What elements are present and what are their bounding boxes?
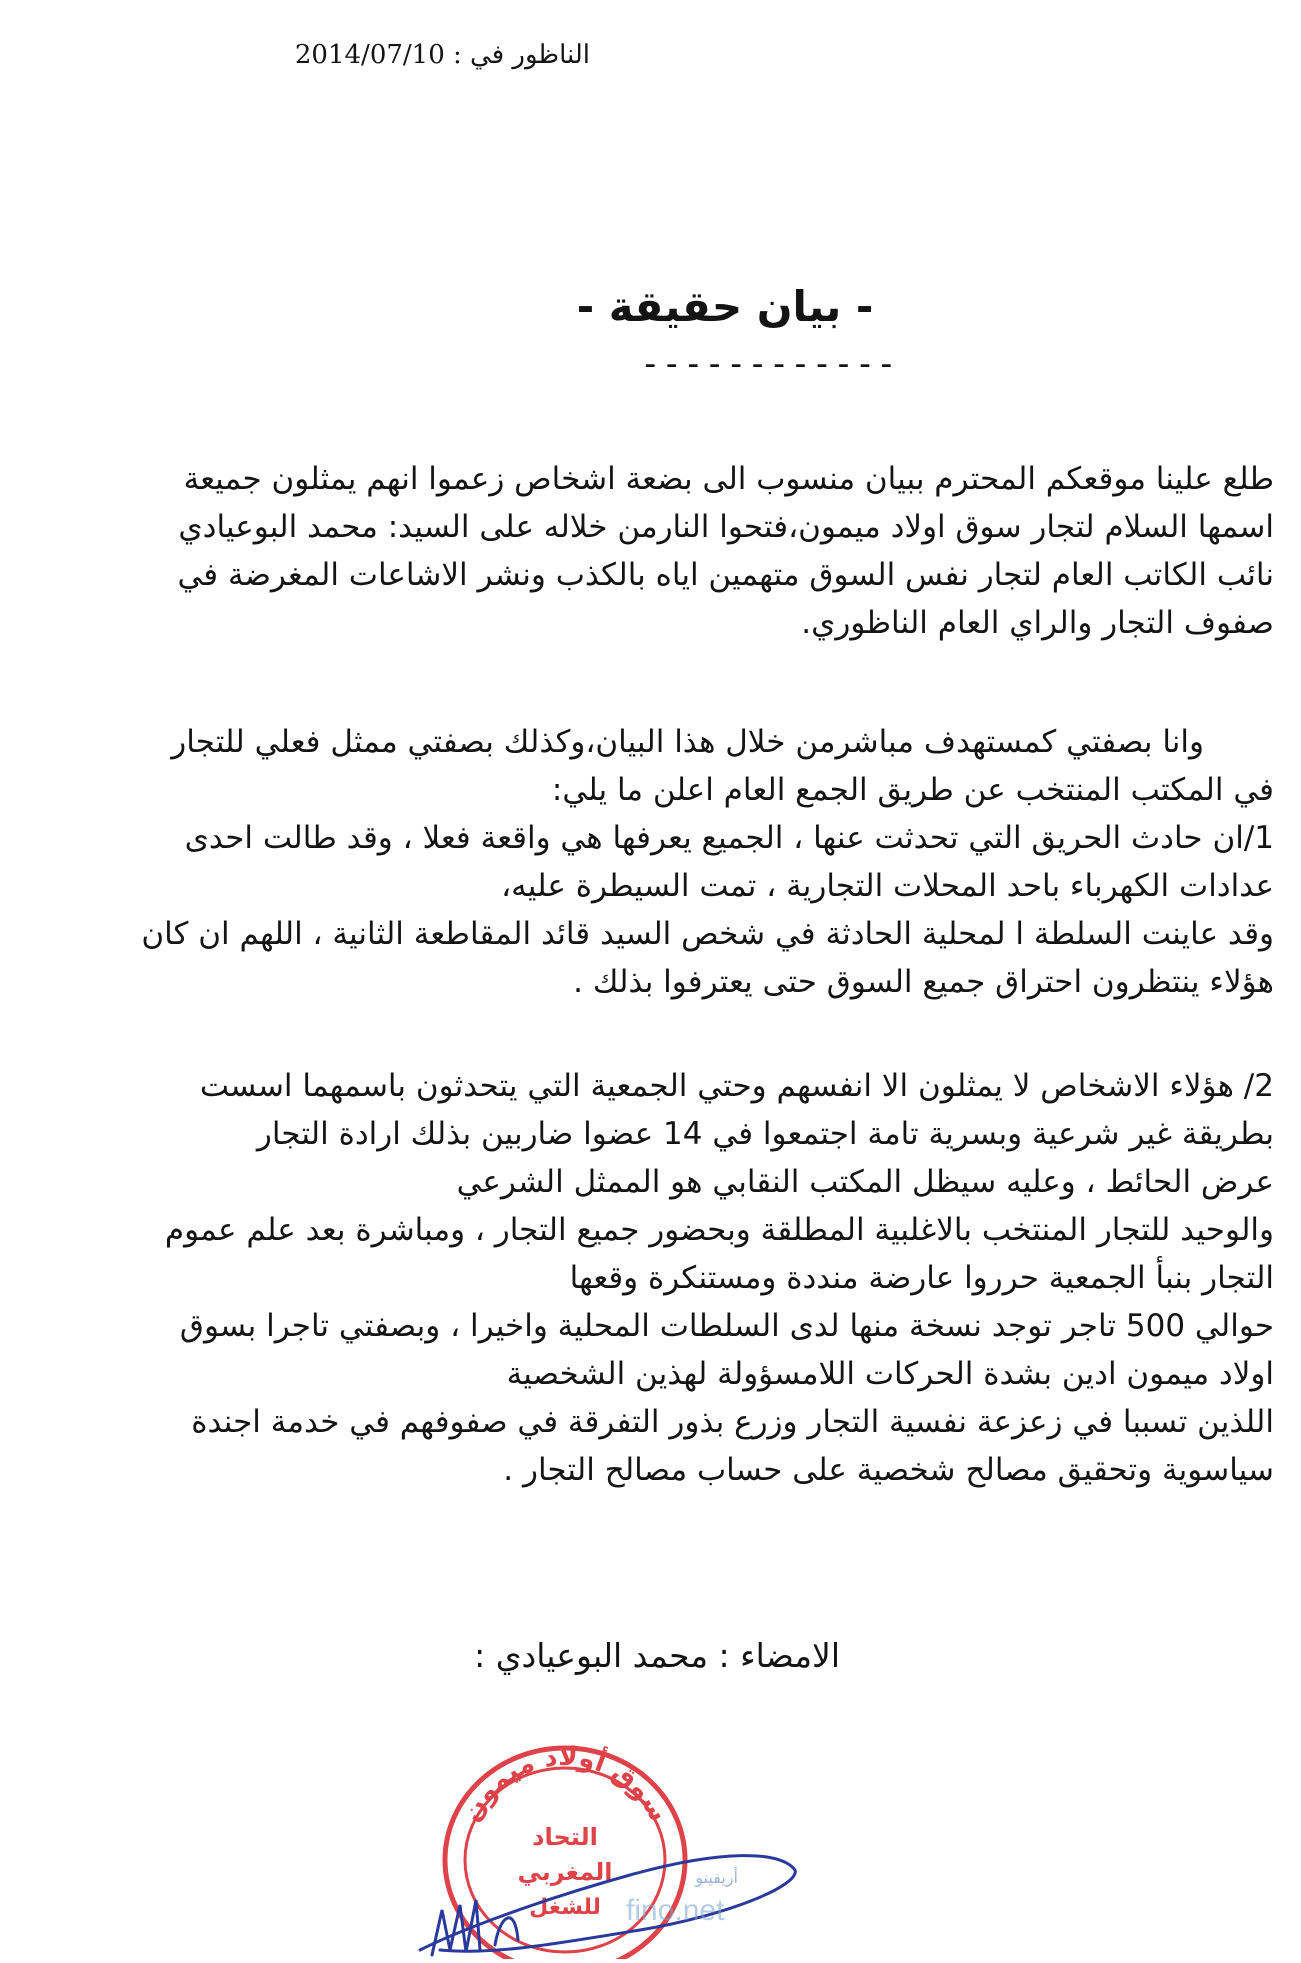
text-line: هؤلاء ينتظرون احتراق جميع السوق حتى يعترفوا بذلك . bbox=[573, 964, 1274, 1000]
text-line: وانا بصفتي كمستهدف مباشرمن خلال هذا البيان،وكذلك بصفتي ممثل فعلي للتجار bbox=[171, 724, 1204, 760]
text-line: عرض الحائط ، وعليه سيظل المكتب النقابي هو الممثل الشرعي bbox=[456, 1164, 1274, 1200]
text-line: عدادات الكهرباء باحد المحلات التجارية ، تمت السيطرة عليه، bbox=[501, 868, 1274, 904]
text-line: التجار بنبأ الجمعية حرروا عارضة منددة ومستنكرة وقعها bbox=[569, 1260, 1274, 1296]
site-watermark bbox=[612, 1868, 742, 1948]
signature-label: الامضاء : محمد البوعيادي : bbox=[474, 1636, 840, 1675]
text-line: صفوف التجار والراي العام الناظوري. bbox=[801, 605, 1274, 641]
text-line: بطريقة غير شرعية وبسرية تامة اجتمعوا في 14 عضوا ضاربين بذلك ارادة التجار bbox=[256, 1116, 1274, 1152]
text-line: وقد عاينت السلطة ا لمحلية الحادثة في شخص السيد قائد المقاطعة الثانية ، اللهم ان كان bbox=[141, 916, 1274, 952]
watermark-arabic: أريفينو bbox=[695, 1868, 738, 1887]
text-line: 1/ان حادث الحريق التي تحدثت عنها ، الجميع يعرفها هي واقعة فعلا ، وقد طالت احدى bbox=[184, 820, 1274, 856]
stamp-line-1: التحاد bbox=[532, 1823, 598, 1851]
text-line: حوالي 500 تاجر توجد نسخة منها لدى السلطات المحلية واخيرا ، وبصفتي تاجرا بسوق bbox=[179, 1308, 1274, 1344]
document-date: 2014/07/10 bbox=[294, 40, 445, 70]
text-line: طلع علينا موقعكم المحترم ببيان منسوب الى بضعة اشخاص زعموا انهم يمثلون جميعة bbox=[183, 461, 1274, 497]
text-line: والوحيد للتجار المنتخب بالاغلبية المطلقة وبحضور جميع التجار ، ومباشرة بعد علم عموم bbox=[164, 1212, 1274, 1248]
title-underline: ------------ bbox=[640, 344, 898, 384]
paragraph-intro bbox=[24, 455, 1274, 647]
stamp-ring-text: سوق أولاد ميمون bbox=[456, 1741, 674, 1827]
paragraph-point-2 bbox=[24, 1062, 1274, 1494]
text-line: نائب الكاتب العام لتجار نفس السوق متهمين اياه بالكذب ونشر الاشاعات المغرضة في bbox=[177, 557, 1274, 593]
text-line: اولاد ميمون ادين بشدة الحركات اللامسؤولة لهذين الشخصية bbox=[506, 1356, 1274, 1392]
text-line: 2/ هؤلاء الاشخاص لا يمثلون الا انفسهم وحتي الجمعية التي يتحدثون باسمهما اسست bbox=[199, 1068, 1274, 1104]
watermark-latin: fino.net bbox=[626, 1894, 725, 1927]
stamp-line-3: للشغل bbox=[529, 1895, 601, 1920]
text-line: في المكتب المنتخب عن طريق الجمع العام اعلن ما يلي: bbox=[551, 772, 1274, 808]
place-date-line bbox=[270, 40, 590, 70]
paragraph-point-1 bbox=[24, 718, 1274, 1006]
stamp-line-2: المغربي bbox=[517, 1858, 613, 1886]
place-label: الناظور في : bbox=[444, 40, 590, 70]
document-title: - بيان حقيقة - bbox=[576, 282, 874, 331]
text-line: اسمها السلام لتجار سوق اولاد ميمون،فتحوا النارمن خلاله على السيد: محمد البوعيادي bbox=[178, 509, 1274, 545]
text-line: اللذين تسببا في زعزعة نفسية التجار وزرع بذور التفرقة في صفوفهم في خدمة اجندة bbox=[191, 1404, 1274, 1440]
text-line: سياسوية وتحقيق مصالح شخصية على حساب مصالح التجار . bbox=[503, 1452, 1274, 1488]
